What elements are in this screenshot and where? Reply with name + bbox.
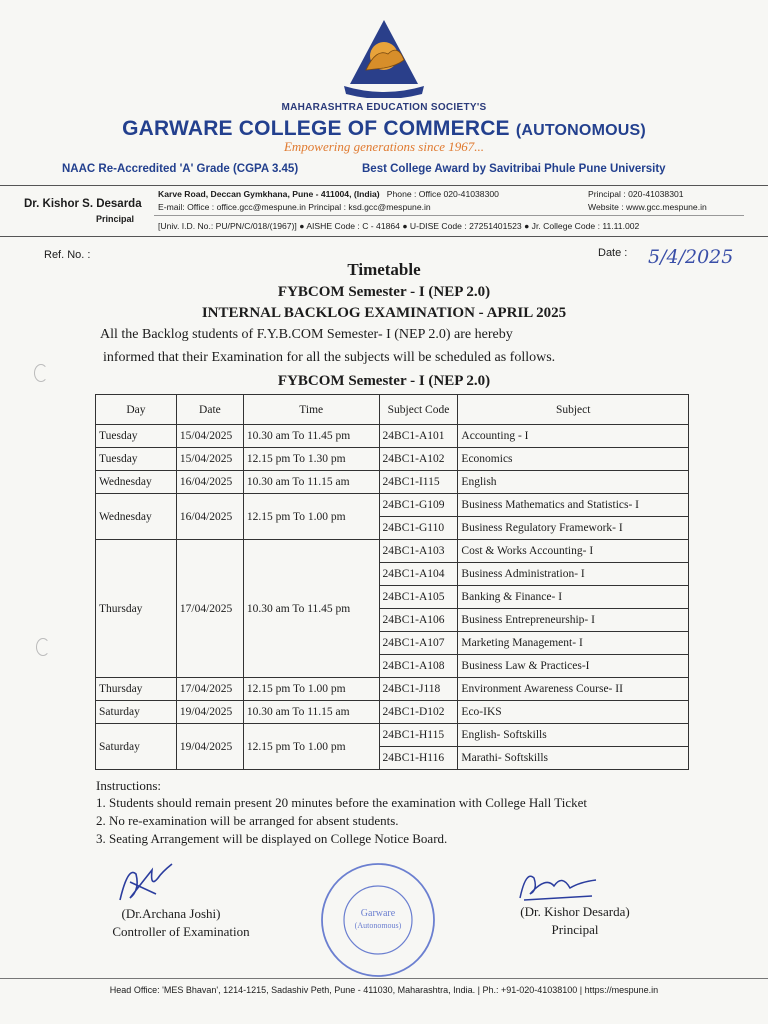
date-cell: 19/04/2025 [176, 724, 243, 770]
subject-code-cell: 24BC1-A103 [379, 540, 458, 563]
subject-cell: Business Regulatory Framework- I [458, 517, 689, 540]
subject-cell: Economics [458, 448, 689, 471]
subject-code-cell: 24BC1-G110 [379, 517, 458, 540]
time-cell: 12.15 pm To 1.00 pm [243, 494, 379, 540]
timetable-table [95, 394, 689, 770]
subject-cell: Cost & Works Accounting- I [458, 540, 689, 563]
instruction-item: 2. No re-examination will be arranged for absent students. [96, 813, 399, 828]
table-row [96, 494, 689, 517]
subject-cell: Business Mathematics and Statistics- I [458, 494, 689, 517]
subject-cell: English- Softskills [458, 724, 689, 747]
principal-phone: Principal : 020-41038301 [588, 189, 684, 199]
subject-code-cell: 24BC1-A107 [379, 632, 458, 655]
date-cell: 15/04/2025 [176, 448, 243, 471]
instructions-heading: Instructions: [96, 778, 161, 793]
header-subject-code: Subject Code [379, 395, 458, 425]
website: Website : www.gcc.mespune.in [588, 202, 707, 212]
date-cell: 16/04/2025 [176, 471, 243, 494]
society-name: MAHARASHTRA EDUCATION SOCIETY'S [281, 102, 487, 113]
autonomous-label: (AUTONOMOUS) [515, 122, 646, 139]
time-cell: 10.30 am To 11.45 pm [243, 540, 379, 678]
time-cell: 10.30 am To 11.15 am [243, 701, 379, 724]
address-line [158, 189, 499, 199]
footer-divider [0, 978, 768, 979]
subject-cell: Business Law & Practices-I [458, 655, 689, 678]
subject-code-cell: 24BC1-A101 [379, 425, 458, 448]
semester-subheading: FYBCOM Semester - I (NEP 2.0) [277, 373, 491, 389]
college-award: Best College Award by Savitribai Phule Pune University [362, 163, 666, 175]
punch-hole [36, 638, 50, 656]
timetable-body [96, 425, 689, 770]
time-cell: 12.15 pm To 1.00 pm [243, 678, 379, 701]
subject-cell: Marketing Management- I [458, 632, 689, 655]
college-seal [310, 856, 446, 986]
header-time: Time [243, 395, 379, 425]
day-cell: Thursday [96, 678, 177, 701]
subject-code-cell: 24BC1-A102 [379, 448, 458, 471]
day-cell: Wednesday [96, 471, 177, 494]
subject-code-cell: 24BC1-J118 [379, 678, 458, 701]
subject-cell: Accounting - I [458, 425, 689, 448]
principal-title: Principal [96, 214, 135, 224]
intro-line-1: All the Backlog students of F.Y.B.COM Semester- I (NEP 2.0) are hereby [100, 327, 513, 342]
punch-hole [34, 364, 48, 382]
intro-line-2: informed that their Examination for all the subjects will be scheduled as follows. [103, 350, 556, 365]
codes-divider [154, 215, 744, 216]
date-label: Date : [598, 247, 628, 259]
table-row [96, 448, 689, 471]
subject-cell: Eco-IKS [458, 701, 689, 724]
subject-code-cell: 24BC1-H116 [379, 747, 458, 770]
time-cell: 12.15 pm To 1.30 pm [243, 448, 379, 471]
date-cell: 19/04/2025 [176, 701, 243, 724]
day-cell: Saturday [96, 701, 177, 724]
naac-grade: NAAC Re-Accredited 'A' Grade (CGPA 3.45) [62, 163, 299, 175]
header-bottom-divider [0, 236, 768, 237]
table-row [96, 678, 689, 701]
footer-address: Head Office: 'MES Bhavan', 1214-1215, Sadashiv Peth, Pune - 411030, Maharashtra, India. | Ph.: +91-020-41038100 | https://mespune.in [109, 985, 659, 995]
day-cell: Tuesday [96, 425, 177, 448]
instruction-item: 1. Students should remain present 20 minutes before the examination with College Hall Ticket [96, 795, 588, 810]
date-cell: 17/04/2025 [176, 678, 243, 701]
office-phone: Phone : Office 020-41038300 [386, 189, 499, 199]
subject-code-cell: 24BC1-H115 [379, 724, 458, 747]
time-cell: 10.30 am To 11.45 pm [243, 425, 379, 448]
date-cell: 16/04/2025 [176, 494, 243, 540]
date-cell: 17/04/2025 [176, 540, 243, 678]
date-cell: 15/04/2025 [176, 425, 243, 448]
college-name [0, 117, 768, 141]
subject-code-cell: 24BC1-A105 [379, 586, 458, 609]
header-divider [0, 185, 768, 186]
day-cell: Tuesday [96, 448, 177, 471]
time-cell: 10.30 am To 11.15 am [243, 471, 379, 494]
principal-signature [510, 866, 605, 906]
day-cell: Thursday [96, 540, 177, 678]
tagline: Empowering generations since 1967... [283, 139, 485, 154]
header-date: Date [176, 395, 243, 425]
subject-code-cell: 24BC1-A106 [379, 609, 458, 632]
subject-cell: Environment Awareness Course- II [458, 678, 689, 701]
subject-cell: Banking & Finance- I [458, 586, 689, 609]
header-subject: Subject [458, 395, 689, 425]
subject-code-cell: 24BC1-A108 [379, 655, 458, 678]
address: Karve Road, Deccan Gymkhana, Pune - 411004, (India) [158, 189, 380, 199]
table-row [96, 540, 689, 563]
subject-code-cell: 24BC1-D102 [379, 701, 458, 724]
subject-code-cell: 24BC1-A104 [379, 563, 458, 586]
exam-heading: INTERNAL BACKLOG EXAMINATION - APRIL 2025 [201, 305, 567, 321]
table-row [96, 425, 689, 448]
controller-name: (Dr.Archana Joshi) [121, 906, 221, 921]
subject-code-cell: 24BC1-G109 [379, 494, 458, 517]
controller-signature [100, 860, 190, 906]
college-title: GARWARE COLLEGE OF COMMERCE [122, 117, 510, 140]
handwritten-date: 5/4/2025 [648, 246, 734, 268]
email-line: E-mail: Office : office.gcc@mespune.in Principal : ksd.gcc@mespune.in [158, 202, 431, 212]
table-row [96, 471, 689, 494]
subject-cell: English [458, 471, 689, 494]
table-row [96, 724, 689, 747]
subject-cell: Marathi- Softskills [458, 747, 689, 770]
college-logo [340, 14, 428, 98]
controller-title: Controller of Examination [112, 924, 250, 939]
svg-text:Garware: Garware [360, 908, 396, 919]
subject-cell: Business Entrepreneurship- I [458, 609, 689, 632]
table-row [96, 701, 689, 724]
subject-cell: Business Administration- I [458, 563, 689, 586]
institution-codes: [Univ. I.D. No.: PU/PN/C/018/(1967)] ● AISHE Code : C - 41864 ● U-DISE Code : 27251401523 ● Jr. College Code : 11.11.002 [158, 221, 640, 231]
principal-sign-name: (Dr. Kishor Desarda) [520, 904, 630, 919]
page-title: Timetable [347, 260, 421, 279]
instruction-item: 3. Seating Arrangement will be displayed on College Notice Board. [96, 831, 448, 846]
subject-code-cell: 24BC1-I115 [379, 471, 458, 494]
day-cell: Saturday [96, 724, 177, 770]
principal-sign-title: Principal [551, 922, 599, 937]
ref-number-label: Ref. No. : [44, 249, 91, 261]
time-cell: 12.15 pm To 1.00 pm [243, 724, 379, 770]
semester-heading: FYBCOM Semester - I (NEP 2.0) [277, 284, 491, 300]
table-header-row [96, 395, 689, 425]
svg-text:(Autonomous): (Autonomous) [354, 921, 402, 930]
principal-name: Dr. Kishor S. Desarda [24, 198, 142, 210]
day-cell: Wednesday [96, 494, 177, 540]
header-day: Day [96, 395, 177, 425]
